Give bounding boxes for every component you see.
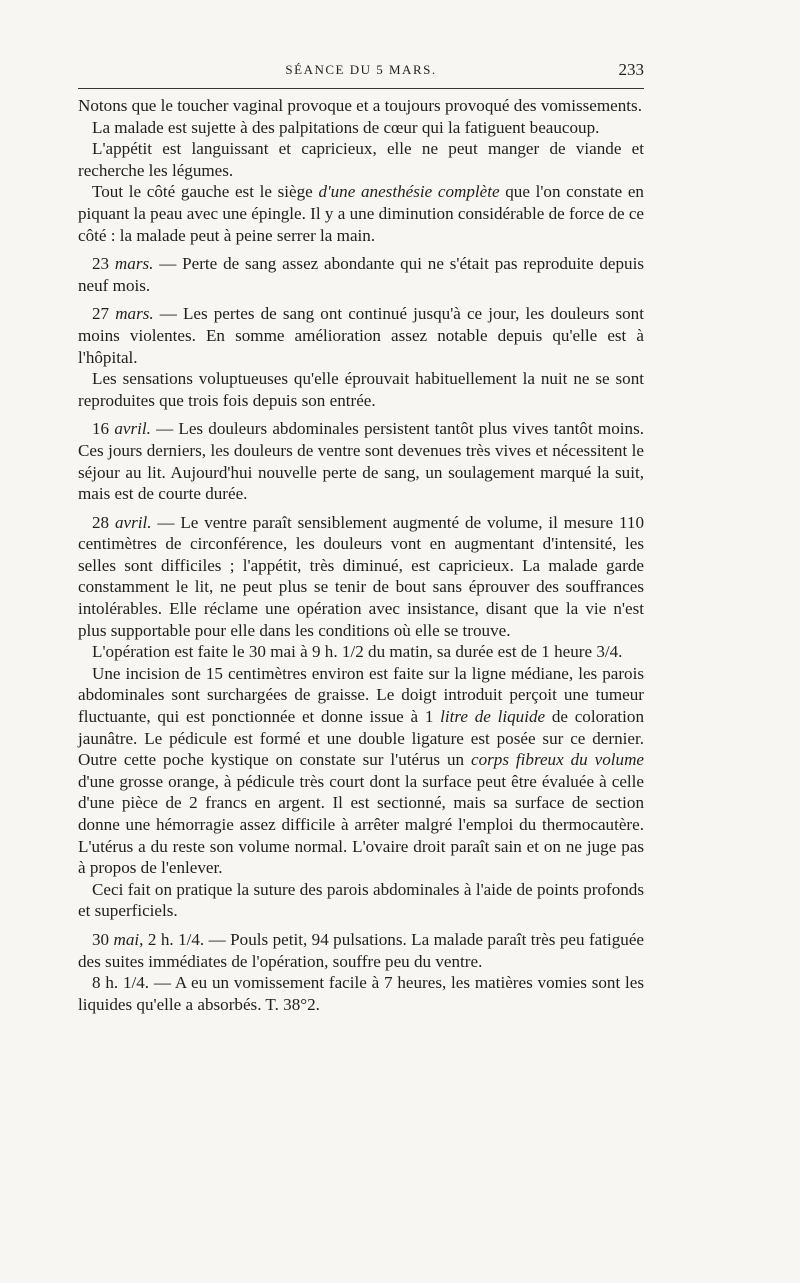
- paragraph-suture: Ceci fait on pratique la suture des parois abdominales à l'aide de points profonds et superficiels.: [78, 879, 644, 921]
- running-head: SÉANCE DU 5 MARS.: [285, 62, 437, 77]
- paragraph-28-avril: 28 avril. — Le ventre paraît sensiblement augmenté de volume, il mesure 110 centimètres de circonférence, les douleurs vont en augmentant d'intensité, les selles sont difficiles ; l'appétit, très diminué, est capricieux. La malade garde constamment le lit, ne peut plus se tenir de bout sans éprouver des souffrances intolérables. Elle réclame une opération avec insistance, disant que la vie n'est plus supportable pour elle dans les conditions où elle se trouve.: [78, 512, 644, 640]
- page-header: [78, 60, 644, 89]
- paragraph-operation: L'opération est faite le 30 mai à 9 h. 1/2 du matin, sa durée est de 1 heure 3/4.: [92, 642, 623, 662]
- paragraph-16-avril: 16 avril. — Les douleurs abdominales persistent tantôt plus vives tantôt moins. Ces jours derniers, les douleurs de ventre sont devenues très vives et nécessitent le séjour au lit. Aujourd'hui nouvelle perte de sang, un soulagement marqué la suit, mais est de courte durée.: [78, 419, 644, 504]
- book-page: [78, 60, 644, 1015]
- paragraph-27-mars: 27 mars. — Les pertes de sang ont continué jusqu'à ce jour, les douleurs sont moins violentes. En somme amélioration assez notable depuis qu'elle est à l'hôpital.: [78, 304, 644, 367]
- paragraph-palpitations: La malade est sujette à des palpitations de cœur qui la fatiguent beaucoup.: [92, 117, 600, 137]
- paragraph-incision: Une incision de 15 centimètres environ est faite sur la ligne médiane, les parois abdominales sont surchargées de graisse. Le doigt introduit perçoit une tumeur fluctuante, qui est ponctionnée et donne issue à 1 litre de liquide de coloration jaunâtre. Le pédicule est formé et une double ligature est posée sur ce dernier. Outre cette poche kystique on constate sur l'utérus un corps fibreux du volume d'une grosse orange, à pédicule très court dont la surface peut être évaluée à celle d'une pièce de 2 francs en argent. Il est sectionné, mais sa surface de section donne une hémorragie assez difficile à arrêter malgré l'emploi du thermocautère. L'utérus a du reste son volume normal. L'ovaire droit paraît sain et on ne juge pas à propos de l'enlever.: [78, 663, 645, 878]
- page-number: 233: [618, 60, 644, 79]
- paragraph-anesthesie: Tout le côté gauche est le siège d'une anesthésie complète que l'on constate en piquant la peau avec une épingle. Il y a une diminution considérable de force de ce côté : la malade peut à peine serrer la main.: [78, 182, 644, 245]
- paragraph-vomissements: Notons que le toucher vaginal provoque et a toujours provoqué des vomissements.: [78, 96, 642, 115]
- body-text: [78, 95, 644, 1015]
- paragraph-sensations: Les sensations voluptueuses qu'elle éprouvait habituellement la nuit ne se sont reproduites que trois fois depuis son entrée.: [78, 369, 644, 410]
- paragraph-8h: 8 h. 1/4. — A eu un vomissement facile à 7 heures, les matières vomies sont les liquides qu'elle a absorbés. T. 38°2.: [78, 973, 644, 1014]
- paragraph-appetit: L'appétit est languissant et capricieux, elle ne peut manger de viande et recherche les légumes.: [78, 139, 644, 180]
- paragraph-30-mai: 30 mai, 2 h. 1/4. — Pouls petit, 94 pulsations. La malade paraît très peu fatiguée des suites immédiates de l'opération, souffre peu du ventre.: [78, 929, 644, 971]
- paragraph-23-mars: 23 mars. — Perte de sang assez abondante qui ne s'était pas reproduite depuis neuf mois.: [78, 254, 644, 295]
